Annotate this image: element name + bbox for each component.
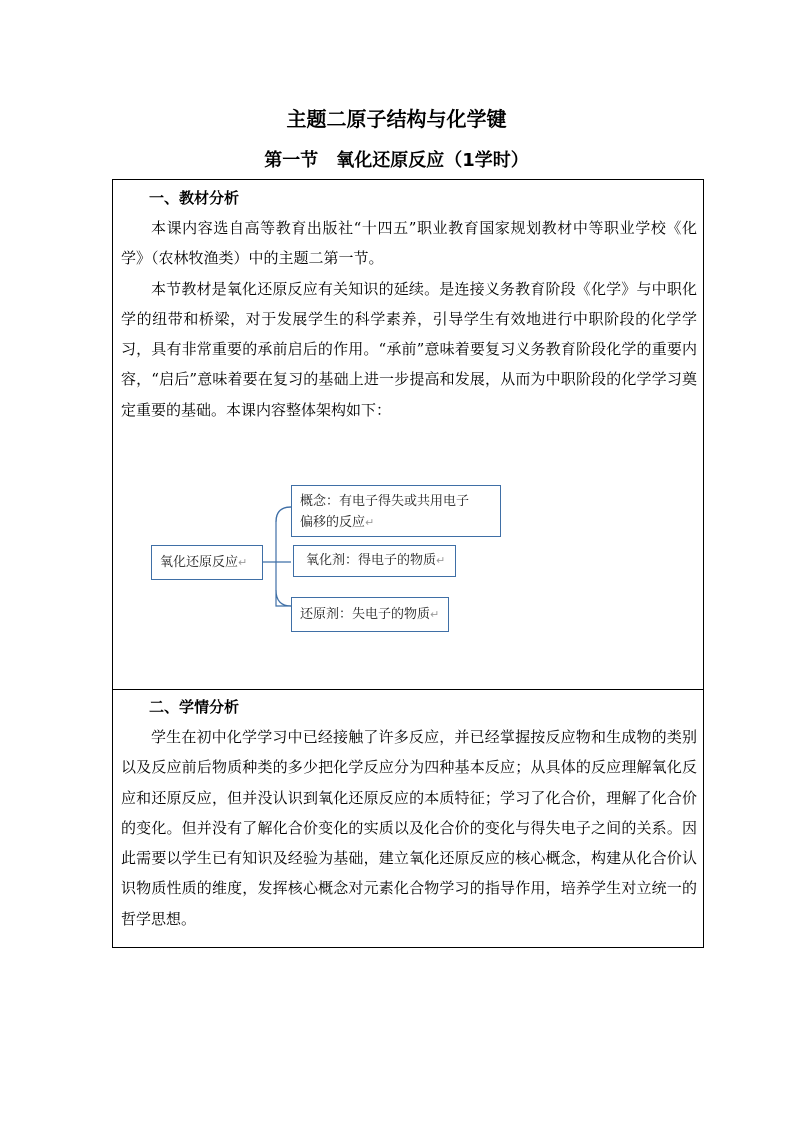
node-root	[151, 545, 263, 580]
node-reductant	[291, 597, 449, 632]
paragraph-mark: ↵	[365, 516, 375, 529]
node-oxidant-label: 氧化剂：得电子的物质	[306, 553, 437, 568]
section-textbook-analysis	[121, 183, 697, 425]
paragraph-mark: ↵	[238, 556, 248, 569]
section-heading: 一、教材分析	[149, 189, 240, 207]
paragraph: 学生在初中化学学习中已经接触了许多反应，并已经掌握按反应物和生成物的类别以及反应前后物质种类的多少把化学反应分为四种基本反应；从具体的反应理解氧化反应和还原反应，但并没认识到氧化还原反应的本质特征；学习了化合价，理解了化合价的变化。但并没有了解化合价变化的实质以及化合价的变化与得失电子之间的关系。因此需要以学生已有知识及经验为基础，建立氧化还原反应的核心概念，构建从化合价认识物质性质的维度，发挥核心概念对元素化合物学习的指导作用，培养学生对立统一的哲学思想。	[121, 728, 697, 928]
section-learner-analysis	[121, 692, 697, 934]
page-title: 主题二原子结构与化学键	[286, 107, 507, 131]
node-root-label: 氧化还原反应	[160, 555, 239, 570]
structure-diagram	[143, 480, 563, 640]
node-reductant-label: 还原剂：失电子的物质	[300, 607, 431, 622]
paragraph: 本课内容选自高等教育出版社“十四五”职业教育国家规划教材中等职业学校《化学》（农林牧渔类）中的主题二第一节。	[121, 219, 697, 268]
node-concept-line2: 偏移的反应	[300, 515, 366, 530]
page-subtitle: 第一节 氧化还原反应（1学时）	[264, 150, 529, 171]
paragraph: 本节教材是氧化还原反应有关知识的延续。是连接义务教育阶段《化学》与中职化学的纽带和桥梁，对于发展学生的科学素养，引导学生有效地进行中职阶段的化学学习，具有非常重要的承前启后的作用。“承前”意味着要复习义务教育阶段化学的重要内容，“启后”意味着要在复习的基础上进一步提高和发展，从而为中职阶段的化学学习奠定重要的基础。本课内容整体架构如下：	[121, 279, 697, 419]
section-divider	[113, 689, 703, 690]
content-table	[112, 179, 704, 948]
section-heading: 二、学情分析	[149, 698, 240, 716]
paragraph-mark: ↵	[436, 554, 446, 567]
node-concept	[291, 485, 501, 537]
paragraph-mark: ↵	[430, 608, 440, 621]
node-concept-line1: 概念：有电子得失或共用电子	[300, 494, 470, 509]
node-oxidant	[293, 545, 456, 577]
